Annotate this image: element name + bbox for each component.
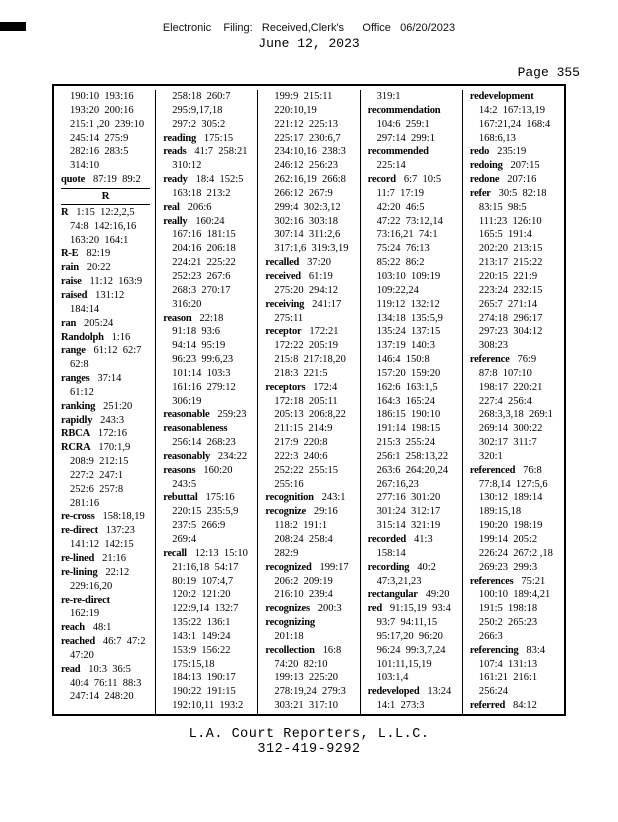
index-continuation: 227:4 256:4 [478,395,532,407]
index-continuation: 94:14 95:19 [172,340,226,352]
index-entry: recommended [367,146,429,158]
index-entry: redone 207:16 [469,174,537,186]
index-continuation: 96:24 99:3,7,24 [376,644,446,656]
index-continuation: 184:13 190:17 [172,672,236,684]
index-continuation: 80:19 107:4,7 [172,575,234,587]
index-entry: re-lined 21:16 [61,553,126,564]
index-continuation: 204:16 206:18 [172,243,236,255]
index-continuation: 295:9,17,18 [172,104,223,116]
index-entry: read 10:3 36:5 [61,663,131,675]
index-entry: rectangular 49:20 [367,589,450,601]
index-continuation: 189:15,18 [478,506,522,518]
index-continuation: 87:8 107:10 [478,367,532,379]
index-entry: references 75:21 [469,575,546,587]
index-continuation: 91:18 93:6 [172,326,221,338]
index-entry: quote 87:19 89:2 [61,174,141,186]
index-continuation: 167:16 181:15 [172,229,236,241]
index-continuation: 220:10,19 [274,104,317,116]
index-entry: rain 20:22 [61,262,111,274]
index-continuation: 252:23 267:6 [172,270,231,282]
index-continuation: 277:16 301:20 [376,492,441,504]
index-continuation: 161:16 279:12 [172,381,236,393]
index-continuation: 164:3 165:24 [376,395,435,407]
index-entry: reads 41:7 258:21 [163,146,248,158]
index-continuation: 252:6 257:8 [70,483,124,495]
index-continuation: 266:12 267:9 [274,187,333,199]
index-continuation: 137:19 140:3 [376,340,435,352]
index-entry: R 1:15 12:2,2,5 [61,206,135,218]
index-continuation: 101:11,15,19 [376,658,432,670]
index-continuation: 268:3 270:17 [172,284,231,296]
index-entry: reading 175:15 [163,132,234,144]
index-continuation: 269:23 299:3 [478,561,538,573]
index-continuation: 153:9 156:22 [172,644,231,656]
index-continuation: 256:1 258:13,22 [376,450,449,462]
scan-artifact [0,22,26,31]
index-entry: record 6:7 10:5 [367,174,442,186]
index-continuation: 163:18 213:2 [172,187,231,199]
index-continuation: 315:14 321:19 [376,520,441,532]
date-line: June 12, 2023 [258,36,360,51]
index-continuation: 100:10 189:4,21 [478,589,551,601]
index-continuation: 223:24 232:15 [478,284,543,296]
index-continuation: 258:18 260:7 [172,91,231,102]
index-entry: rapidly 243:3 [61,414,125,426]
index-continuation: 243:5 [172,478,197,490]
index-entry: reasonable 259:23 [163,409,247,421]
index-continuation: 263:6 264:20,24 [376,464,449,476]
index-continuation: 47:20 [70,649,94,661]
index-continuation: 310:12 [172,160,202,172]
index-continuation: 265:7 271:14 [478,298,538,310]
index-entry: R-E 82:19 [61,248,111,260]
index-continuation: 14:1 273:3 [376,700,425,712]
index-entry: reason 22:18 [163,312,224,324]
index-continuation: 281:16 [70,497,100,509]
index-continuation: 216:10 239:4 [274,589,333,601]
index-continuation: 229:16,20 [70,580,113,592]
index-continuation: 266:3 [478,630,503,642]
index-entry: reference 76:9 [469,354,537,366]
index-entry: receptors 172:4 [265,381,338,393]
index-continuation: 85:22 86:2 [376,257,425,269]
index-continuation: 217:9 220:8 [274,437,328,449]
index-continuation: 245:14 275:9 [70,132,129,144]
index-continuation: 226:24 267:2 ,18 [478,547,553,559]
index-continuation: 74:8 142:16,16 [70,220,137,232]
index-continuation: 120:2 121:20 [172,589,231,601]
index-continuation: 191:14 198:15 [376,423,441,435]
index-entry: real 206:6 [163,201,212,213]
page-number: Page 355 [517,65,580,80]
index-continuation: 256:14 268:23 [172,437,236,449]
index-continuation: 162:6 163:1,5 [376,381,438,393]
index-entry: redevelopment [469,91,534,102]
index-continuation: 103:1,4 [376,672,409,684]
index-continuation: 83:15 98:5 [478,201,527,213]
index-entry: recalled 37:20 [265,257,331,269]
index-continuation: 198:17 220:21 [478,381,543,393]
index-continuation: 101:14 103:3 [172,367,231,379]
index-continuation: 146:4 150:8 [376,354,430,366]
index-continuation: 308:23 [478,340,508,352]
efiling-stamp: Electronic Filing: Received,Clerk's Office 06/20/2023 [162,22,456,34]
index-entry: redoing 207:15 [469,160,540,172]
index-continuation: 11:7 17:19 [376,187,425,199]
index-entry: redeveloped 13:24 [367,686,452,698]
index-continuation: 104:6 259:1 [376,118,430,130]
index-continuation: 282:16 283:5 [70,146,129,158]
index-continuation: 93:7 94:11,15 [376,617,438,629]
index-continuation: 215:3 255:24 [376,437,435,449]
index-continuation: 275:11 [274,312,304,324]
index-continuation: 234:10,16 238:3 [274,146,346,158]
index-continuation: 269:14 300:22 [478,423,543,435]
index-continuation: 275:20 294:12 [274,284,338,296]
index-entry: referenced 76:8 [469,464,542,476]
footer-phone: 312-419-9292 [257,742,361,757]
index-continuation: 107:4 131:13 [478,658,538,670]
index-box [52,84,566,716]
index-continuation: 282:9 [274,547,299,559]
index-entry: rebuttal 175:16 [163,492,235,504]
index-continuation: 256:24 [478,686,508,698]
index-continuation: 220:15 221:9 [478,270,538,282]
index-continuation: 193:20 200:16 [70,104,134,116]
index-continuation: 297:23 304:12 [478,326,543,338]
index-entry: RBCA 172:16 [61,428,127,440]
index-continuation: 297:2 305:2 [172,118,226,130]
index-entry: range 61:12 62:7 [61,345,142,357]
index-continuation: 184:14 [70,303,100,315]
index-continuation: 165:5 191:4 [478,229,532,241]
index-entry: re-re-direct [61,594,110,606]
index-continuation: 199:13 225:20 [274,672,338,684]
index-continuation: 143:1 149:24 [172,630,231,642]
index-entry: really 160:24 [163,215,225,227]
index-column-3 [258,90,360,714]
index-continuation: 222:3 240:6 [274,450,328,462]
index-continuation: 190:22 191:15 [172,686,236,698]
index-continuation: 162:19 [70,608,100,620]
index-continuation: 314:10 [70,160,100,172]
index-continuation: 274:18 296:17 [478,312,543,324]
index-continuation: 269:4 [172,534,197,545]
index-continuation: 252:22 255:15 [274,464,338,476]
index-continuation: 190:10 193:16 [70,91,134,102]
index-continuation: 130:12 189:14 [478,492,543,504]
index-entry: reached 46:7 47:2 [61,636,146,648]
index-entry: re-direct 137:23 [61,525,135,537]
index-continuation: 157:20 159:20 [376,367,441,379]
index-continuation: 301:24 312:17 [376,506,441,518]
index-continuation: 73:16,21 74:1 [376,229,438,241]
index-continuation: 62:8 [70,359,89,371]
index-continuation: 118:2 191:1 [274,520,328,532]
index-continuation: 74:20 82:10 [274,658,328,670]
index-continuation: 201:18 [274,630,304,642]
index-entry: redo 235:19 [469,146,527,158]
index-entry: received 61:19 [265,270,333,282]
index-continuation: 221:12 225:13 [274,118,338,130]
index-entry: recorded 41:3 [367,534,433,545]
index-continuation: 61:12 [70,386,94,398]
index-continuation: 247:14 248:20 [70,691,134,703]
index-continuation: 302:16 303:18 [274,215,338,227]
index-continuation: 135:24 137:15 [376,326,441,338]
index-entry: Randolph 1:16 [61,331,131,343]
index-entry: ranking 251:20 [61,400,133,412]
index-continuation: 227:2 247:1 [70,469,124,481]
index-continuation: 161:21 216:1 [478,672,538,684]
index-entry: referred 84:12 [469,700,537,712]
index-continuation: 317:1,6 319:3,19 [274,243,349,255]
index-continuation: 191:5 198:18 [478,603,538,615]
index-entry: recollection 16:8 [265,644,342,656]
index-continuation: 255:16 [274,478,304,490]
index-continuation: 237:5 266:9 [172,520,226,532]
index-continuation: 96:23 99:6,23 [172,354,234,366]
index-continuation: 172:18 205:11 [274,395,338,407]
index-continuation: 199:14 205:2 [478,534,538,545]
index-entry: raise 11:12 163:9 [61,276,143,288]
index-continuation: 303:21 317:10 [274,700,338,712]
index-continuation: 268:3,3,18 269:1 [478,409,553,421]
index-continuation: 190:20 198:19 [478,520,543,532]
index-entry: re-lining 22:12 [61,566,130,578]
index-continuation: 122:9,14 132:7 [172,603,239,615]
index-continuation: 208:24 258:4 [274,534,333,545]
index-entry: recognition 243:1 [265,492,346,504]
index-continuation: 77:8,14 127:5,6 [478,478,548,490]
index-continuation: 320:1 [478,450,503,462]
index-entry: recognizes 200:3 [265,603,342,615]
index-continuation: 167:21,24 168:4 [478,118,551,130]
index-continuation: 172:22 205:19 [274,340,338,352]
index-column-2 [156,90,258,714]
index-column-1 [54,90,156,714]
index-entry: reasonableness [163,423,228,435]
index-continuation: 267:16,23 [376,478,419,490]
footer-company: L.A. Court Reporters, L.L.C. [188,727,430,742]
index-continuation: 225:14 [376,160,406,172]
index-continuation: 262:16,19 266:8 [274,174,346,186]
index-continuation: 21:16,18 54:17 [172,561,239,573]
index-entry: recommendation [367,104,441,116]
index-entry: reach 48:1 [61,622,112,634]
index-continuation: 47:22 73:12,14 [376,215,443,227]
index-entry: referencing 83:4 [469,644,546,656]
index-continuation: 250:2 265:23 [478,617,538,629]
index-continuation: 186:15 190:10 [376,409,441,421]
index-continuation: 218:3 221:5 [274,367,328,379]
index-continuation: 192:10,11 193:2 [172,700,244,712]
index-continuation: 47:3,21,23 [376,575,422,587]
index-continuation: 246:12 256:23 [274,160,338,172]
index-continuation: 299:4 302:3,12 [274,201,341,213]
index-continuation: 141:12 142:15 [70,539,134,551]
index-continuation: 278:19,24 279:3 [274,686,346,698]
index-entry: ran 205:24 [61,317,114,329]
index-entry: red 91:15,19 93:4 [367,603,451,615]
index-column-5 [463,90,564,714]
index-continuation: 215:1 ,20 239:10 [70,118,145,130]
index-continuation: 225:17 230:6,7 [274,132,341,144]
index-continuation: 224:21 225:22 [172,257,236,269]
index-continuation: 199:9 215:11 [274,91,333,102]
index-continuation: 202:20 213:15 [478,243,543,255]
index-continuation: 158:14 [376,547,406,559]
index-entry: receiving 241:17 [265,298,342,310]
index-entry: recognize 29:16 [265,506,338,518]
index-entry: receptor 172:21 [265,326,339,338]
index-continuation: 75:24 76:13 [376,243,430,255]
index-continuation: 14:2 167:13,19 [478,104,546,116]
index-continuation: 307:14 311:2,6 [274,229,341,241]
index-continuation: 111:23 126:10 [478,215,542,227]
index-continuation: 206:2 209:19 [274,575,333,587]
index-entry: recording 40:2 [367,561,436,573]
index-continuation: 297:14 299:1 [376,132,435,144]
index-entry: refer 30:5 82:18 [469,187,547,199]
index-continuation: 215:8 217:18,20 [274,354,346,366]
index-entry: reasonably 234:22 [163,450,248,462]
index-continuation: 319:1 [376,91,401,102]
index-continuation: 95:17,20 96:20 [376,630,443,642]
index-entry: raised 131:12 [61,289,125,301]
index-continuation: 205:13 206:8,22 [274,409,346,421]
index-continuation: 208:9 212:15 [70,456,129,468]
index-continuation: 175:15,18 [172,658,215,670]
index-entry: RCRA 170:1,9 [61,442,131,454]
index-entry: ranges 37:14 [61,373,122,385]
index-entry: recognized 199:17 [265,561,349,573]
index-continuation: 220:15 235:5,9 [172,506,239,518]
index-continuation: 306:19 [172,395,202,407]
index-continuation: 163:20 164:1 [70,234,129,246]
index-entry: recall 12:13 15:10 [163,547,248,559]
index-continuation: 40:4 76:11 88:3 [70,677,142,689]
index-continuation: 42:20 46:5 [376,201,425,213]
index-continuation: 119:12 132:12 [376,298,440,310]
index-continuation: 134:18 135:5,9 [376,312,443,324]
index-continuation: 135:22 136:1 [172,617,231,629]
index-continuation: 316:20 [172,298,202,310]
index-entry: reasons 160:20 [163,464,233,476]
index-column-4 [361,90,463,714]
index-continuation: 211:15 214:9 [274,423,333,435]
index-entry: recognizing [265,617,315,629]
index-entry: ready 18:4 152:5 [163,174,244,186]
index-continuation: 168:6,13 [478,132,516,144]
index-entry: re-cross 158:18,19 [61,511,145,523]
index-continuation: 302:17 311:7 [478,437,537,449]
letter-section-header: R [61,188,150,205]
index-continuation: 109:22,24 [376,284,419,296]
index-continuation: 213:17 215:22 [478,257,543,269]
index-continuation: 103:10 109:19 [376,270,441,282]
